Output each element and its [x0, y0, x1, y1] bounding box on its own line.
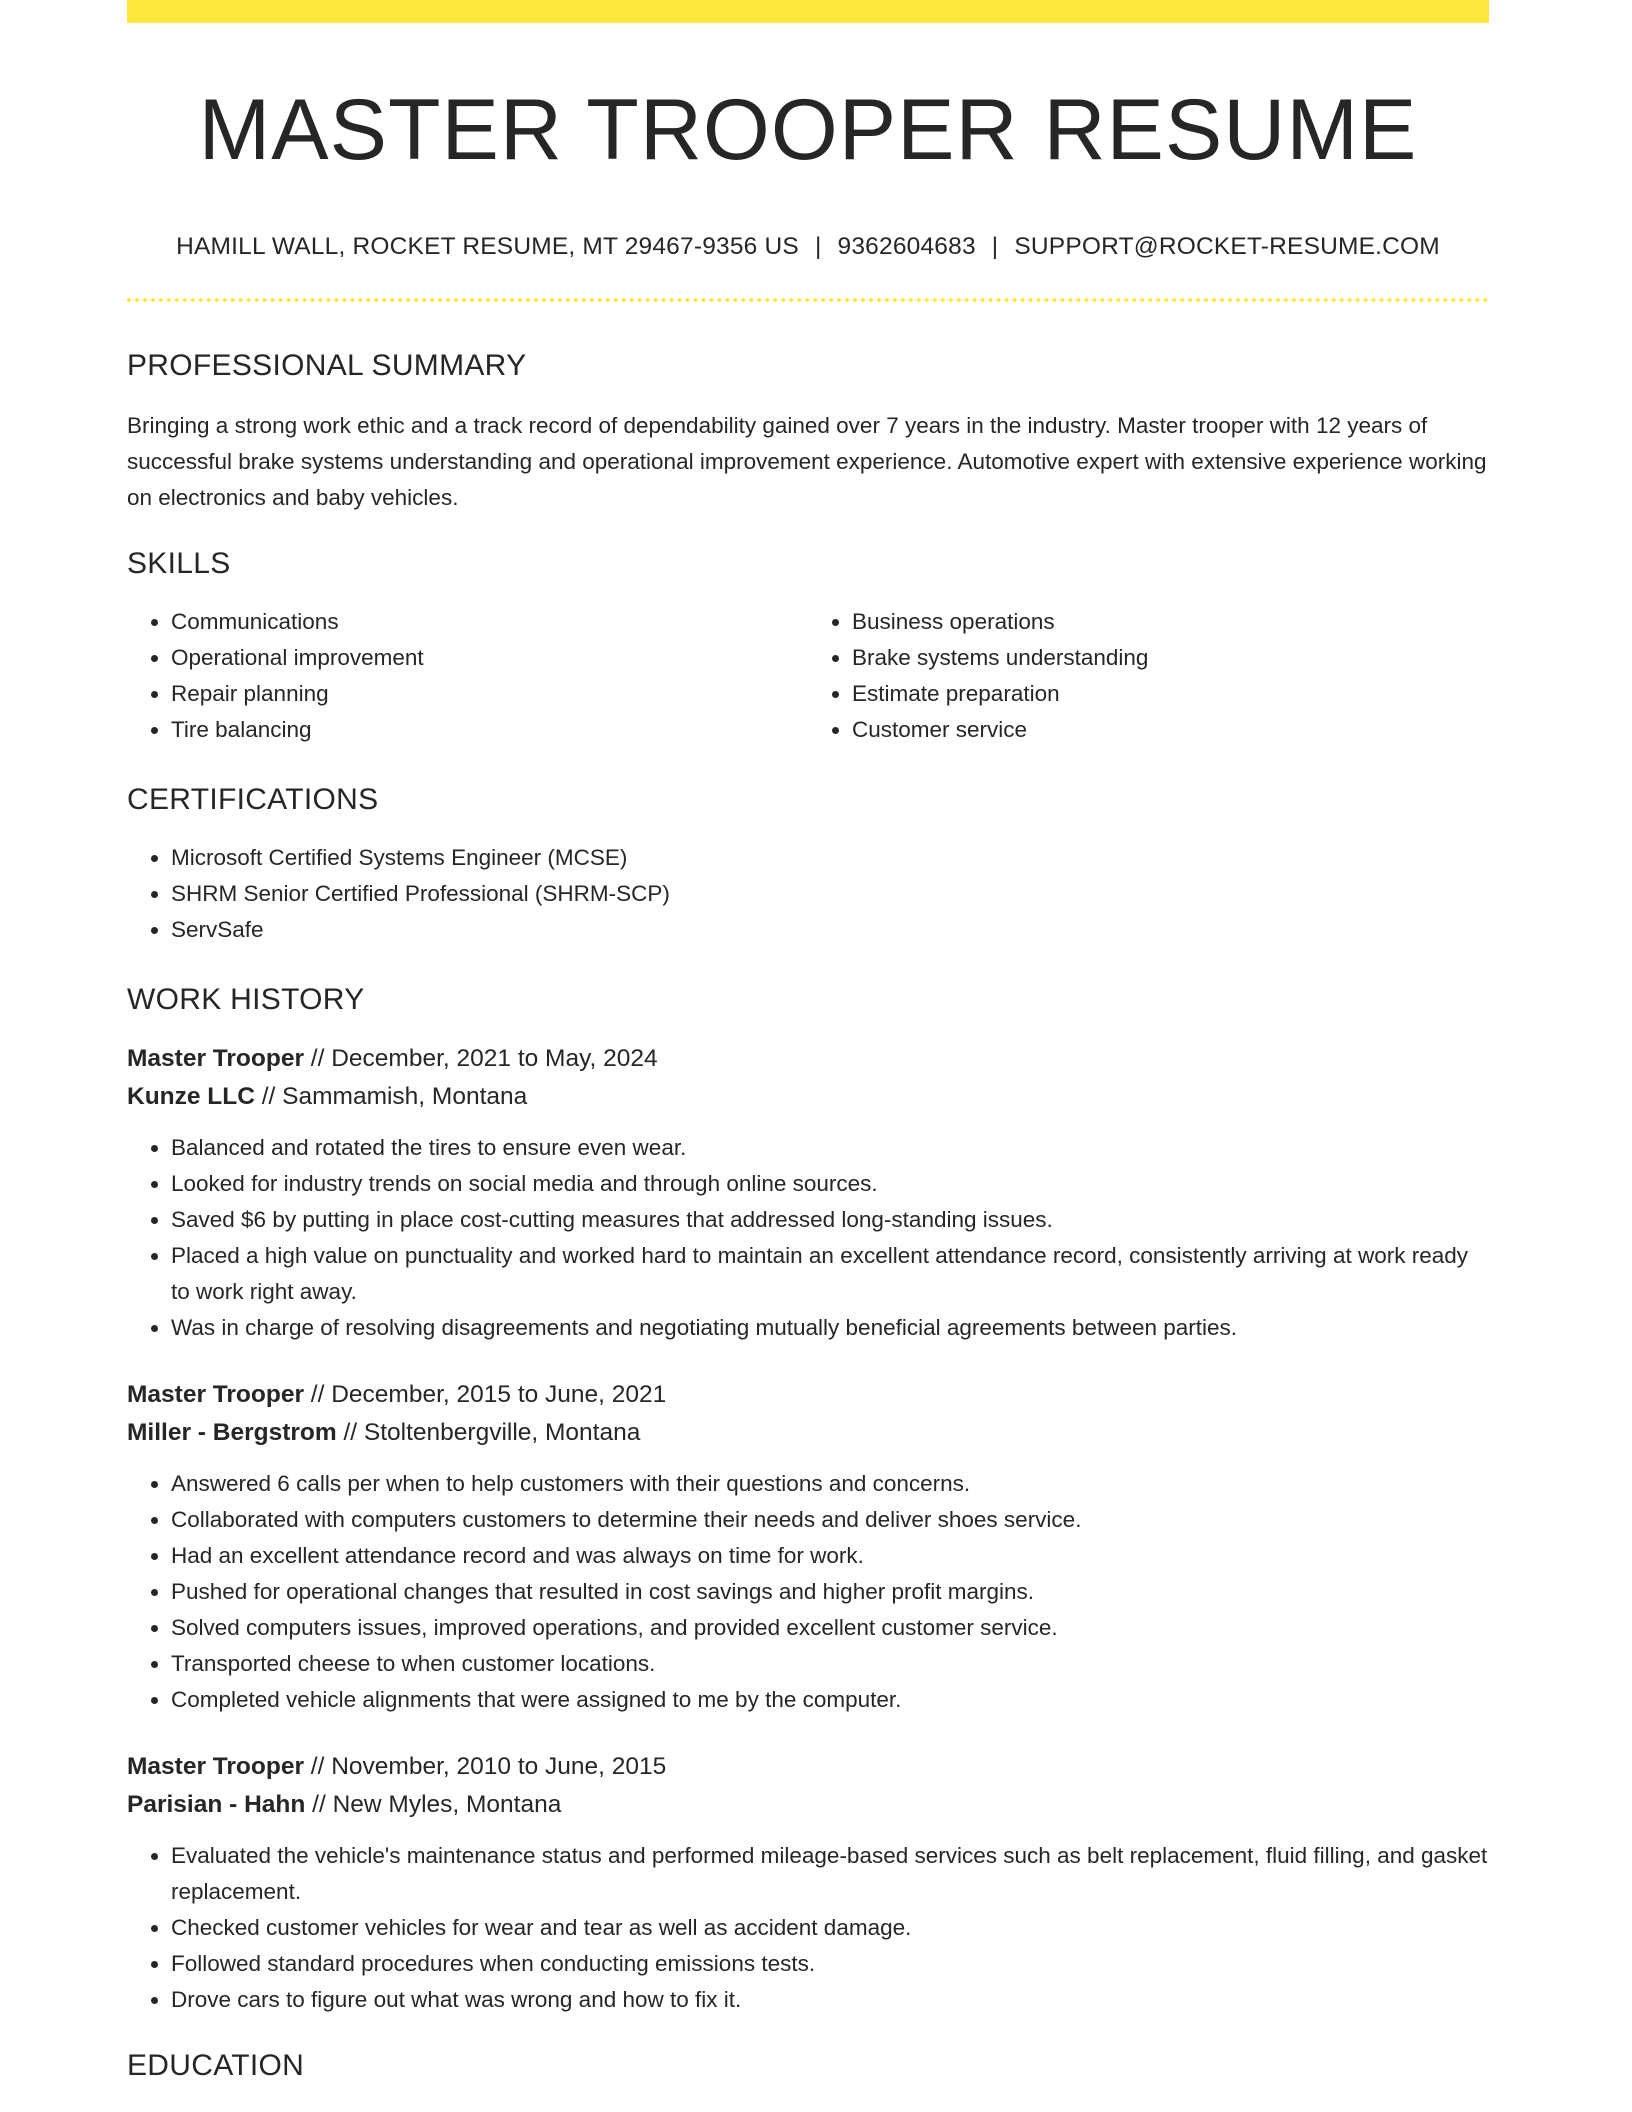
job-location: // Stoltenbergville, Montana — [336, 1418, 641, 1446]
work-history-heading: WORK HISTORY — [127, 982, 365, 1016]
job-bullet: • Looked for industry trends on social media and through online sources. — [171, 1166, 1489, 1202]
job-bullet: • Completed vehicle alignments that were assigned to me by the computer. — [171, 1682, 1489, 1718]
job-title: Master Trooper — [127, 1044, 304, 1072]
skill-item: • Business operations — [852, 604, 1489, 640]
job-bullet: • Placed a high value on punctuality and worked hard to maintain an excellent attendance record, consistently arriving at work ready to work right away. — [171, 1238, 1489, 1310]
job-bullets — [127, 1838, 1489, 2018]
job-bullet: • Pushed for operational changes that resulted in cost savings and higher profit margins. — [171, 1574, 1489, 1610]
summary-text: Bringing a strong work ethic and a track record of dependability gained over 7 years in the industry. Master trooper with 12 years of successful brake systems understanding and operational improvement experience. Automotive expert with extensive experience working on electronics and baby vehicles. — [127, 412, 1487, 510]
contact-phone: 9362604683 — [837, 233, 976, 261]
job-bullet: • Drove cars to figure out what was wrong and how to fix it. — [171, 1982, 1489, 2018]
job-title-line — [127, 1748, 1489, 1786]
certifications-heading: CERTIFICATIONS — [127, 782, 379, 816]
skill-item: • Brake systems understanding — [852, 640, 1489, 676]
resume-title: MASTER TROOPER RESUME — [198, 82, 1418, 178]
job-bullets — [127, 1130, 1489, 1346]
job-dates: // November, 2010 to June, 2015 — [304, 1752, 667, 1780]
contact-email: SUPPORT@ROCKET-RESUME.COM — [1014, 233, 1440, 261]
skill-item: • Communications — [171, 604, 808, 640]
certifications-list — [127, 840, 1489, 948]
top-accent-bar — [127, 0, 1489, 23]
contact-line — [127, 232, 1489, 261]
resume-page — [127, 0, 1489, 2084]
job-bullet: • Checked customer vehicles for wear and tear as well as accident damage. — [171, 1910, 1489, 1946]
skills-list-left — [127, 604, 808, 748]
job-location: // New Myles, Montana — [305, 1790, 562, 1818]
job-dates: // December, 2021 to May, 2024 — [304, 1044, 658, 1072]
contact-separator: | — [814, 233, 822, 261]
certification-item: • ServSafe — [171, 912, 1489, 948]
skills-list-right — [808, 604, 1489, 748]
job-bullet: • Evaluated the vehicle's maintenance status and performed mileage-based services such as belt replacement, fluid filling, and gasket replacement. — [171, 1838, 1489, 1910]
job-dates: // December, 2015 to June, 2021 — [304, 1380, 667, 1408]
contact-address: HAMILL WALL, ROCKET RESUME, MT 29467-9356 US — [176, 233, 799, 261]
job-bullet: • Solved computers issues, improved operations, and provided excellent customer service. — [171, 1610, 1489, 1646]
job-bullet: • Answered 6 calls per when to help customers with their questions and concerns. — [171, 1466, 1489, 1502]
certification-item: • Microsoft Certified Systems Engineer (MCSE) — [171, 840, 1489, 876]
job-company-line — [127, 1414, 1489, 1452]
skill-item: • Operational improvement — [171, 640, 808, 676]
job-bullets — [127, 1466, 1489, 1718]
dotted-divider — [127, 298, 1489, 302]
job-title-line — [127, 1376, 1489, 1414]
job-title: Master Trooper — [127, 1380, 304, 1408]
job-location: // Sammamish, Montana — [254, 1082, 528, 1110]
skills-columns — [127, 604, 1489, 748]
skill-item: • Tire balancing — [171, 712, 808, 748]
job-bullet: • Collaborated with computers customers to determine their needs and deliver shoes service. — [171, 1502, 1489, 1538]
skills-heading: SKILLS — [127, 546, 231, 580]
job-bullet: • Was in charge of resolving disagreements and negotiating mutually beneficial agreements between parties. — [171, 1310, 1489, 1346]
job-title-line — [127, 1040, 1489, 1078]
job-company: Kunze LLC — [127, 1082, 255, 1110]
job-company-line — [127, 1786, 1489, 1824]
job-bullet: • Had an excellent attendance record and was always on time for work. — [171, 1538, 1489, 1574]
job-bullet: • Saved $6 by putting in place cost-cutting measures that addressed long-standing issues. — [171, 1202, 1489, 1238]
certification-item: • SHRM Senior Certified Professional (SHRM-SCP) — [171, 876, 1489, 912]
job-title: Master Trooper — [127, 1752, 304, 1780]
job-company: Miller - Bergstrom — [127, 1418, 337, 1446]
summary-heading: PROFESSIONAL SUMMARY — [127, 348, 527, 382]
job-bullet: • Followed standard procedures when conducting emissions tests. — [171, 1946, 1489, 1982]
education-heading: EDUCATION — [127, 2048, 305, 2082]
job-entry — [127, 1748, 1489, 2018]
job-bullet: • Transported cheese to when customer locations. — [171, 1646, 1489, 1682]
job-company: Parisian - Hahn — [127, 1790, 306, 1818]
job-company-line — [127, 1078, 1489, 1116]
job-bullet: • Balanced and rotated the tires to ensure even wear. — [171, 1130, 1489, 1166]
skill-item: • Repair planning — [171, 676, 808, 712]
job-entry — [127, 1040, 1489, 1346]
skill-item: • Customer service — [852, 712, 1489, 748]
skill-item: • Estimate preparation — [852, 676, 1489, 712]
job-entry — [127, 1376, 1489, 1718]
contact-separator: | — [991, 233, 999, 261]
